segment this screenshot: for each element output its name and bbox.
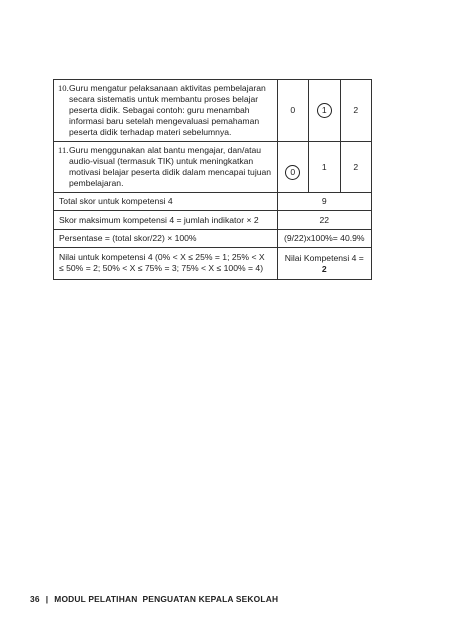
total-label: Total skor untuk kompetensi 4 [54, 193, 278, 211]
score-cell [277, 80, 308, 142]
page-footer [30, 594, 278, 604]
nilai-result [277, 248, 371, 280]
score-cell [340, 142, 372, 193]
nilai-value: 2 [321, 263, 327, 274]
table-row [54, 248, 372, 280]
table-row [54, 80, 372, 142]
list-item [58, 145, 273, 189]
selected-score-circle: 1 [317, 103, 332, 118]
table-row [54, 211, 372, 230]
max-value: 22 [277, 211, 371, 230]
table-row [54, 142, 372, 193]
item-number: 11. [58, 145, 69, 155]
score-value: 2 [353, 105, 359, 115]
list-item [58, 83, 273, 138]
footer-title: MODUL PELATIHAN PENGUATAN KEPALA SEKOLAH [54, 594, 279, 604]
score-value: 0 [290, 105, 296, 115]
item-cell [54, 80, 278, 142]
max-label: Skor maksimum kompetensi 4 = jumlah indikator × 2 [54, 211, 278, 230]
score-cell [277, 142, 308, 193]
score-cell [309, 142, 340, 193]
selected-score-circle: 0 [285, 165, 300, 180]
item-text: Guru menggunakan alat bantu mengajar, dan/atau audio-visual (termasuk TIK) untuk meningkatkan motivasi belajar peserta didik dalam mencapai tujuan pembelajaran. [69, 145, 272, 188]
table-row [54, 193, 372, 211]
score-value: 2 [353, 161, 359, 172]
nilai-prefix: Nilai Kompetensi 4 = [284, 252, 364, 263]
total-value: 9 [277, 193, 371, 211]
competency-table [53, 79, 372, 280]
item-text: Guru mengatur pelaksanaan aktivitas pembelajaran secara sistematis untuk membantu proses belajar peserta didik. Sebagai contoh: guru menambah informasi baru setelah mengevaluasi pemahaman peserta didik terhadap materi sebelumnya. [69, 83, 266, 137]
score-cell [309, 80, 340, 142]
table-row [54, 230, 372, 248]
score-cell [340, 80, 372, 142]
nilai-label: Nilai untuk kompetensi 4 (0% < X ≤ 25% = 1; 25% < X ≤ 50% = 2; 50% < X ≤ 75% = 3; 75% < X ≤ 100% = 4) [54, 248, 278, 280]
percent-label: Persentase = (total skor/22) × 100% [54, 230, 278, 248]
score-value: 1 [321, 161, 327, 172]
footer-separator: | [45, 594, 49, 604]
item-number: 10. [58, 83, 69, 93]
percent-value: (9/22)x100%= 40.9% [277, 230, 371, 248]
page-number: 36 [30, 594, 40, 604]
item-cell [54, 142, 278, 193]
